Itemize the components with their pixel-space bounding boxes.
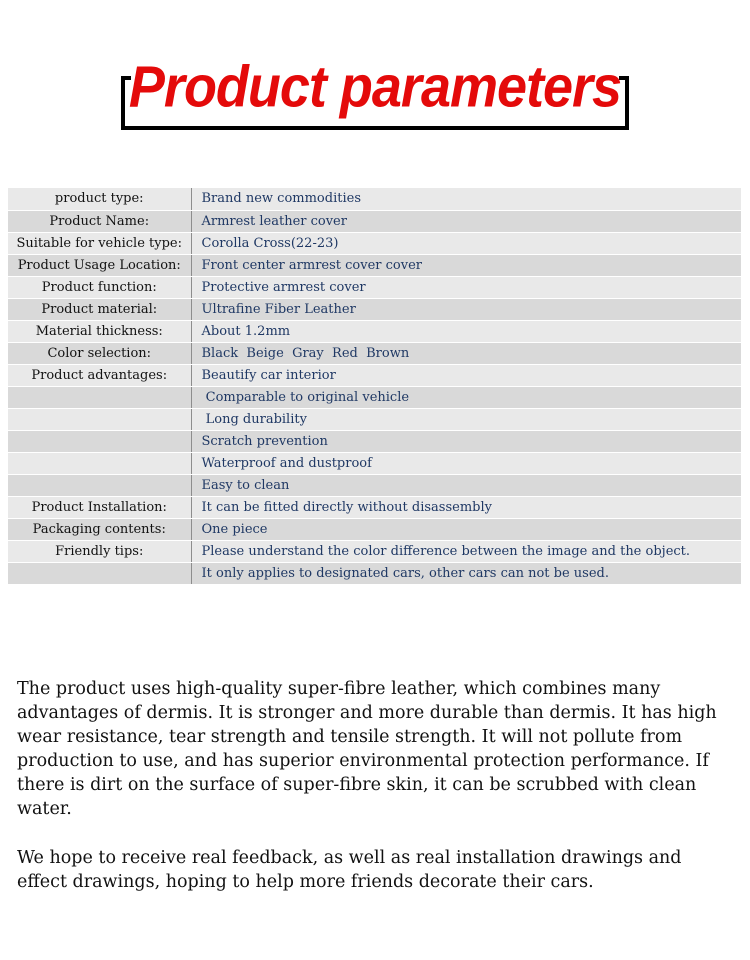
banner-underline [121, 126, 629, 130]
table-row [8, 276, 741, 298]
table-row [8, 562, 741, 584]
param-value: One piece [191, 518, 741, 540]
param-label: Material thickness: [8, 320, 191, 342]
table-row [8, 342, 741, 364]
param-label: Product material: [8, 298, 191, 320]
param-label: Color selection: [8, 342, 191, 364]
table-row [8, 254, 741, 276]
param-value: Brand new commodities [191, 188, 741, 210]
param-value: Front center armrest cover cover [191, 254, 741, 276]
param-label [8, 562, 191, 584]
param-value: Long durability [191, 408, 741, 430]
table-row [8, 496, 741, 518]
param-value: About 1.2mm [191, 320, 741, 342]
table-row [8, 474, 741, 496]
feedback-paragraph: We hope to receive real feedback, as well as real installation drawings and effect drawings, hoping to help more friends decorate their cars. [17, 848, 682, 892]
param-label: Product Name: [8, 210, 191, 232]
param-label [8, 386, 191, 408]
table-row [8, 430, 741, 452]
table-row [8, 408, 741, 430]
table-row [8, 298, 741, 320]
table-row [8, 320, 741, 342]
param-label: Product Installation: [8, 496, 191, 518]
param-label [8, 430, 191, 452]
param-label: Suitable for vehicle type: [8, 232, 191, 254]
param-label: Friendly tips: [8, 540, 191, 562]
param-label [8, 452, 191, 474]
param-label: product type: [8, 188, 191, 210]
param-value: Waterproof and dustproof [191, 452, 741, 474]
table-row [8, 540, 741, 562]
param-value: Armrest leather cover [191, 210, 741, 232]
param-label: Product Usage Location: [8, 254, 191, 276]
table-row [8, 518, 741, 540]
param-value: Protective armrest cover [191, 276, 741, 298]
param-value: Ultrafine Fiber Leather [191, 298, 741, 320]
parameters-table [8, 188, 741, 585]
param-value: Black Beige Gray Red Brown [191, 342, 741, 364]
param-label: Product advantages: [8, 364, 191, 386]
param-value: Comparable to original vehicle [191, 386, 741, 408]
param-label: Packaging contents: [8, 518, 191, 540]
table-row [8, 188, 741, 210]
param-value: Scratch prevention [191, 430, 741, 452]
title-banner [121, 56, 629, 131]
table-row [8, 364, 741, 386]
param-label [8, 408, 191, 430]
param-value: Please understand the color difference between the image and the object. [191, 540, 741, 562]
table-row [8, 210, 741, 232]
page-title: Product parameters [128, 54, 622, 120]
param-value: It only applies to designated cars, other cars can not be used. [191, 562, 741, 584]
table-row [8, 386, 741, 408]
param-value: Easy to clean [191, 474, 741, 496]
description-paragraph: The product uses high-quality super-fibre leather, which combines many advantages of dermis. It is stronger and more durable than dermis. It has high wear resistance, tear strength and tensile strength. It will not pollute from production to use, and has superior environmental protection performance. If there is dirt on the surface of super-fibre skin, it can be scrubbed with clean water. [17, 679, 717, 819]
table-row [8, 452, 741, 474]
param-value: Beautify car interior [191, 364, 741, 386]
param-label: Product function: [8, 276, 191, 298]
table-row [8, 232, 741, 254]
param-value: It can be fitted directly without disassembly [191, 496, 741, 518]
param-value: Corolla Cross(22-23) [191, 232, 741, 254]
param-label [8, 474, 191, 496]
